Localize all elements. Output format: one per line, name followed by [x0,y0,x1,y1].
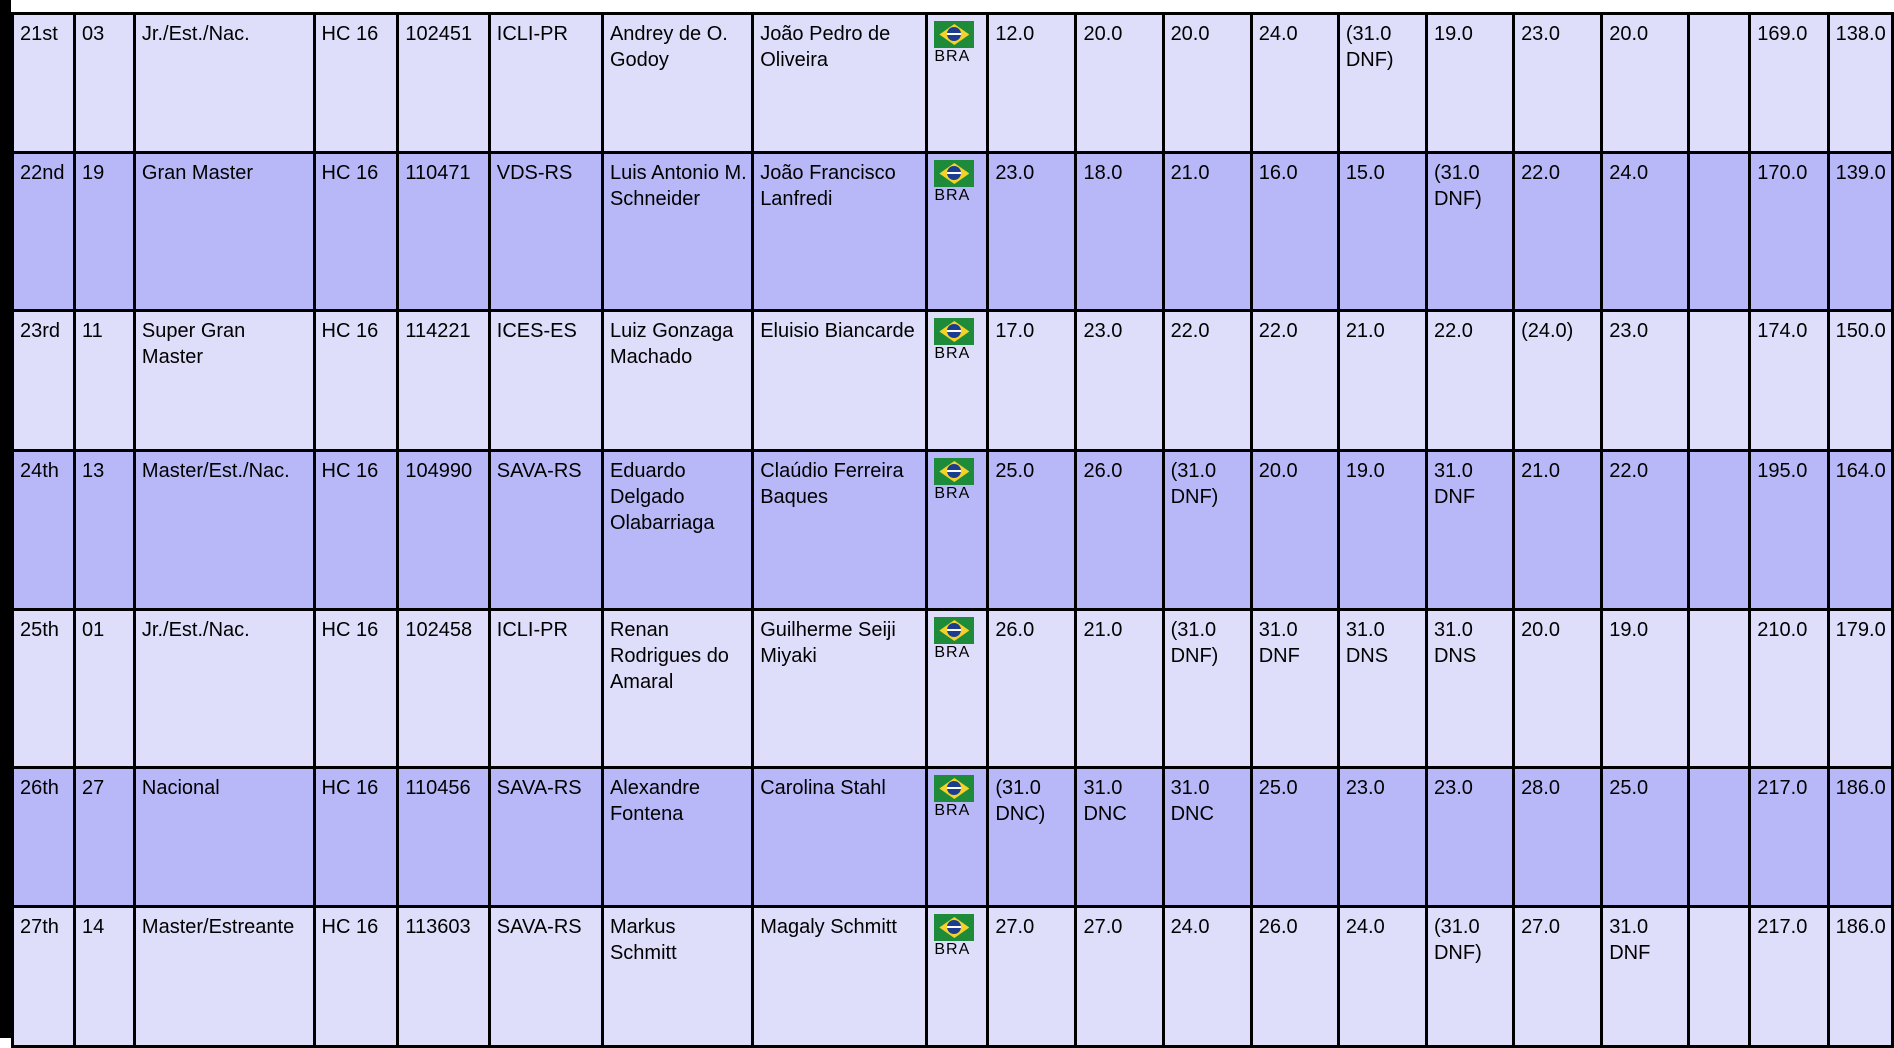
race-score-cell [1338,153,1426,311]
sail-number-cell [75,610,135,768]
race-score: 31.0 DNS [1345,619,1389,667]
race-score: 23.0 [1433,777,1473,799]
rank-text: 22nd [20,162,65,184]
extra-text [1690,154,1748,160]
race-score-cell [1076,907,1163,1047]
race-score: 25.0 [1258,777,1298,799]
race-score-cell [1163,907,1251,1047]
sail-number-text: 13 [82,460,105,482]
race-score: 19.0 [1433,23,1473,45]
boat-class-cell [314,311,398,451]
race-score: 23.0 [1083,320,1123,342]
race-score: 27.0 [1083,916,1123,938]
boat-class-cell [314,610,398,768]
category-cell [134,14,314,153]
club-cell [489,311,602,451]
extra-cell [1689,153,1750,311]
hull-number-text: 110456 [405,777,471,799]
net-points-text: 179.0 [1835,619,1886,641]
race-score-cell [1251,768,1338,907]
category-text: Jr./Est./Nac. [141,23,250,45]
club-cell [489,768,602,907]
boat-class-text: HC 16 [321,23,379,45]
boat-class-cell [314,451,398,610]
race-score-cell [1076,153,1163,311]
net-points-text: 138.0 [1835,23,1886,45]
net-points-cell [1828,451,1892,610]
race-score-cell [1338,14,1426,153]
boat-class-cell [314,768,398,907]
extra-cell [1689,311,1750,451]
race-score-cell [1602,311,1689,451]
race-score-cell [1602,610,1689,768]
race-score: 31.0 DNF [1433,460,1476,508]
total-points-cell [1750,451,1828,610]
helm-name-text: Alexandre Fontena [609,777,701,825]
boat-class-text: HC 16 [321,162,379,184]
race-score: 20.0 [1083,23,1123,45]
crew-name-cell [753,153,927,311]
brazil-flag-icon [934,318,974,345]
race-score-cell [1602,907,1689,1047]
race-score: 31.0 DNF [1258,619,1300,667]
brazil-flag-icon [934,160,974,187]
net-points-cell [1828,14,1892,153]
extra-text [1690,611,1748,617]
race-score: 26.0 [1258,916,1298,938]
club-text: SAVA-RS [496,777,582,799]
club-text: VDS-RS [496,162,573,184]
rank-text: 25th [20,619,59,641]
rank-cell [13,610,75,768]
sail-number-text: 01 [82,619,105,641]
boat-class-text: HC 16 [321,320,379,342]
helm-name-cell [602,14,752,153]
category-text: Jr./Est./Nac. [141,619,250,641]
boat-class-text: HC 16 [321,916,379,938]
extra-text [1690,769,1748,775]
table-row [13,610,1893,768]
rank-text: 26th [20,777,59,799]
crew-name-text: Magaly Schmitt [760,916,897,938]
race-score-cell [1426,153,1513,311]
total-points-cell [1750,311,1828,451]
sail-number-text: 03 [82,23,105,45]
country-code: BRA [934,802,971,819]
race-score: 28.0 [1521,777,1560,799]
race-score: (31.0 DNF) [1170,619,1219,667]
helm-name-text: Eduardo Delgado Olabarriaga [609,460,715,534]
race-score: 18.0 [1083,162,1123,184]
category-cell [134,153,314,311]
crew-name-text: Claúdio Ferreira Baques [760,460,904,508]
rank-cell [13,768,75,907]
race-score-cell [1602,768,1689,907]
net-points-cell [1828,610,1892,768]
race-score-cell [1514,153,1602,311]
country-flag-cell [927,451,988,610]
crew-name-cell [753,610,927,768]
helm-name-cell [602,451,752,610]
hull-number-text: 102451 [405,23,473,45]
club-text: SAVA-RS [496,460,582,482]
race-score: 24.0 [1609,162,1649,184]
category-text: Master/Estreante [141,916,295,938]
table-left-border [0,0,11,1038]
extra-cell [1689,768,1750,907]
crew-name-text: Carolina Stahl [760,777,886,799]
category-text: Master/Est./Nac. [141,460,290,482]
race-score: 24.0 [1345,916,1385,938]
race-score: 26.0 [1083,460,1123,482]
race-score-cell [1076,451,1163,610]
boat-class-cell [314,153,398,311]
total-points-text: 174.0 [1757,320,1808,342]
race-score-cell [1163,311,1251,451]
hull-number-cell [398,907,489,1047]
race-score-cell [1602,153,1689,311]
net-points-text: 186.0 [1835,916,1886,938]
country-code: BRA [934,345,971,362]
net-points-cell [1828,311,1892,451]
race-score-cell [1251,14,1338,153]
country-code: BRA [934,941,971,958]
country-flag-cell [927,311,988,451]
total-points-cell [1750,14,1828,153]
crew-name-cell [753,14,927,153]
race-score: 20.0 [1609,23,1649,45]
table-row [13,311,1893,451]
category-cell [134,311,314,451]
race-score-cell [1338,768,1426,907]
rank-cell [13,451,75,610]
race-score: (24.0) [1521,320,1574,342]
race-score: 22.0 [1521,162,1560,184]
results-table [11,12,1894,1048]
table-row [13,768,1893,907]
crew-name-text: João Pedro de Oliveira [760,23,891,71]
table-row [13,451,1893,610]
crew-name-text: João Francisco Lanfredi [760,162,896,210]
race-score: 21.0 [1083,619,1123,641]
hull-number-text: 104990 [405,460,473,482]
category-text: Super Gran Master [141,320,246,368]
total-points-text: 217.0 [1757,916,1808,938]
crew-name-cell [753,311,927,451]
race-score-cell [1163,451,1251,610]
country-flag-cell [927,768,988,907]
country-flag-cell [927,153,988,311]
club-cell [489,451,602,610]
race-score-cell [1426,768,1513,907]
race-score-cell [1426,311,1513,451]
boat-class-text: HC 16 [321,460,379,482]
extra-cell [1689,907,1750,1047]
helm-name-cell [602,768,752,907]
race-score: (31.0 DNF) [1345,23,1394,71]
sail-number-cell [75,768,135,907]
sail-number-text: 19 [82,162,105,184]
race-score: 16.0 [1258,162,1298,184]
table-row [13,907,1893,1047]
race-score: 22.0 [1433,320,1473,342]
hull-number-text: 110471 [405,162,471,184]
race-score-cell [1251,610,1338,768]
race-score: 23.0 [1345,777,1385,799]
hull-number-cell [398,311,489,451]
race-score-cell [988,768,1076,907]
helm-name-cell [602,610,752,768]
table-row [13,14,1893,153]
category-cell [134,907,314,1047]
brazil-flag-icon [934,914,974,941]
extra-cell [1689,451,1750,610]
total-points-cell [1750,907,1828,1047]
brazil-flag-icon [934,617,974,644]
race-score-cell [1076,311,1163,451]
race-score: 27.0 [995,916,1035,938]
race-score: (31.0 DNC) [995,777,1046,825]
hull-number-cell [398,153,489,311]
helm-name-text: Luiz Gonzaga Machado [609,320,734,368]
race-score: (31.0 DNF) [1170,460,1219,508]
race-score: (31.0 DNF) [1433,916,1482,964]
race-score: 25.0 [1609,777,1649,799]
race-score-cell [1076,610,1163,768]
club-text: ICLI-PR [496,23,568,45]
sail-number-cell [75,451,135,610]
race-score-cell [1163,153,1251,311]
race-score: 26.0 [995,619,1035,641]
race-score: 17.0 [995,320,1035,342]
race-score: 31.0 DNS [1433,619,1477,667]
net-points-cell [1828,153,1892,311]
race-score-cell [1514,14,1602,153]
race-score: 21.0 [1521,460,1560,482]
sail-number-cell [75,311,135,451]
hull-number-cell [398,768,489,907]
brazil-flag-icon [934,458,974,485]
helm-name-text: Andrey de O. Godoy [609,23,728,71]
race-score: 27.0 [1521,916,1560,938]
race-score: (31.0 DNF) [1433,162,1482,210]
brazil-flag-icon [934,775,974,802]
country-flag-cell [927,610,988,768]
race-score-cell [1514,907,1602,1047]
country-code: BRA [934,485,971,502]
race-score: 20.0 [1170,23,1210,45]
race-score-cell [1426,451,1513,610]
race-score-cell [1251,153,1338,311]
race-score-cell [1426,14,1513,153]
sail-number-cell [75,153,135,311]
sail-number-text: 11 [82,320,103,342]
helm-name-cell [602,153,752,311]
race-score-cell [1076,14,1163,153]
race-score: 15.0 [1345,162,1385,184]
rank-cell [13,311,75,451]
rank-text: 21st [20,23,58,45]
country-code: BRA [934,48,971,65]
race-score: 31.0 DNF [1609,916,1651,964]
extra-cell [1689,610,1750,768]
rank-cell [13,14,75,153]
race-score: 22.0 [1258,320,1298,342]
race-score: 31.0 DNC [1170,777,1214,825]
race-score: 19.0 [1345,460,1385,482]
club-cell [489,153,602,311]
race-score-cell [1163,610,1251,768]
total-points-cell [1750,610,1828,768]
race-score-cell [988,907,1076,1047]
net-points-cell [1828,768,1892,907]
country-flag-cell [927,14,988,153]
race-score-cell [1426,610,1513,768]
race-score: 23.0 [995,162,1035,184]
race-score: 31.0 DNC [1083,777,1127,825]
race-score: 20.0 [1521,619,1560,641]
race-score-cell [1163,14,1251,153]
net-points-cell [1828,907,1892,1047]
total-points-text: 195.0 [1757,460,1808,482]
race-score-cell [1602,451,1689,610]
rank-cell [13,153,75,311]
results-body [13,14,1893,1047]
club-cell [489,610,602,768]
hull-number-cell [398,451,489,610]
race-score: 20.0 [1258,460,1298,482]
crew-name-text: Eluisio Biancarde [760,320,915,342]
race-score-cell [1338,451,1426,610]
extra-text [1690,312,1748,318]
total-points-cell [1750,153,1828,311]
table-row [13,153,1893,311]
race-score: 12.0 [995,23,1035,45]
race-score-cell [1163,768,1251,907]
extra-text [1690,452,1748,458]
race-score-cell [1251,311,1338,451]
boat-class-text: HC 16 [321,777,379,799]
race-score: 21.0 [1345,320,1385,342]
country-code: BRA [934,187,971,204]
total-points-text: 210.0 [1757,619,1808,641]
race-score: 23.0 [1609,320,1649,342]
total-points-text: 170.0 [1757,162,1808,184]
race-score-cell [988,311,1076,451]
net-points-text: 164.0 [1835,460,1886,482]
race-score: 21.0 [1170,162,1210,184]
boat-class-text: HC 16 [321,619,379,641]
boat-class-cell [314,14,398,153]
sail-number-cell [75,14,135,153]
sail-number-cell [75,907,135,1047]
race-score-cell [1251,451,1338,610]
race-score: 23.0 [1521,23,1560,45]
race-score-cell [1338,311,1426,451]
category-cell [134,610,314,768]
net-points-text: 186.0 [1835,777,1886,799]
race-score-cell [1514,610,1602,768]
race-score: 25.0 [995,460,1035,482]
crew-name-cell [753,451,927,610]
race-score-cell [1514,768,1602,907]
crew-name-cell [753,768,927,907]
boat-class-cell [314,907,398,1047]
helm-name-cell [602,311,752,451]
race-score-cell [988,14,1076,153]
helm-name-cell [602,907,752,1047]
total-points-text: 169.0 [1757,23,1808,45]
rank-text: 27th [20,916,59,938]
hull-number-cell [398,14,489,153]
sail-number-text: 27 [82,777,105,799]
hull-number-cell [398,610,489,768]
hull-number-text: 114221 [405,320,471,342]
race-score-cell [1514,451,1602,610]
rank-text: 23rd [20,320,61,342]
race-score-cell [1514,311,1602,451]
race-score: 24.0 [1170,916,1210,938]
race-score-cell [1338,610,1426,768]
race-score-cell [1251,907,1338,1047]
net-points-text: 139.0 [1835,162,1886,184]
club-text: ICLI-PR [496,619,568,641]
extra-text [1690,15,1748,21]
helm-name-text: Luis Antonio M. Schneider [609,162,747,210]
club-text: ICES-ES [496,320,577,342]
sail-number-text: 14 [82,916,105,938]
race-score-cell [1076,768,1163,907]
race-score: 24.0 [1258,23,1298,45]
extra-cell [1689,14,1750,153]
race-score: 22.0 [1609,460,1649,482]
total-points-cell [1750,768,1828,907]
category-text: Gran Master [141,162,254,184]
race-score-cell [1602,14,1689,153]
race-score-cell [1338,907,1426,1047]
category-cell [134,768,314,907]
club-text: SAVA-RS [496,916,582,938]
helm-name-text: Markus Schmitt [609,916,677,964]
race-score-cell [988,610,1076,768]
rank-cell [13,907,75,1047]
crew-name-text: Guilherme Seiji Miyaki [760,619,896,667]
hull-number-text: 113603 [405,916,471,938]
hull-number-text: 102458 [405,619,473,641]
extra-text [1690,908,1748,914]
race-score: 22.0 [1170,320,1210,342]
race-score: 19.0 [1609,619,1649,641]
club-cell [489,907,602,1047]
crew-name-cell [753,907,927,1047]
race-score-cell [1426,907,1513,1047]
rank-text: 24th [20,460,59,482]
race-score-cell [988,153,1076,311]
total-points-text: 217.0 [1757,777,1808,799]
country-flag-cell [927,907,988,1047]
race-score-cell [988,451,1076,610]
category-cell [134,451,314,610]
category-text: Nacional [141,777,220,799]
net-points-text: 150.0 [1835,320,1886,342]
club-cell [489,14,602,153]
helm-name-text: Renan Rodrigues do Amaral [609,619,729,693]
country-code: BRA [934,644,971,661]
brazil-flag-icon [934,21,974,48]
